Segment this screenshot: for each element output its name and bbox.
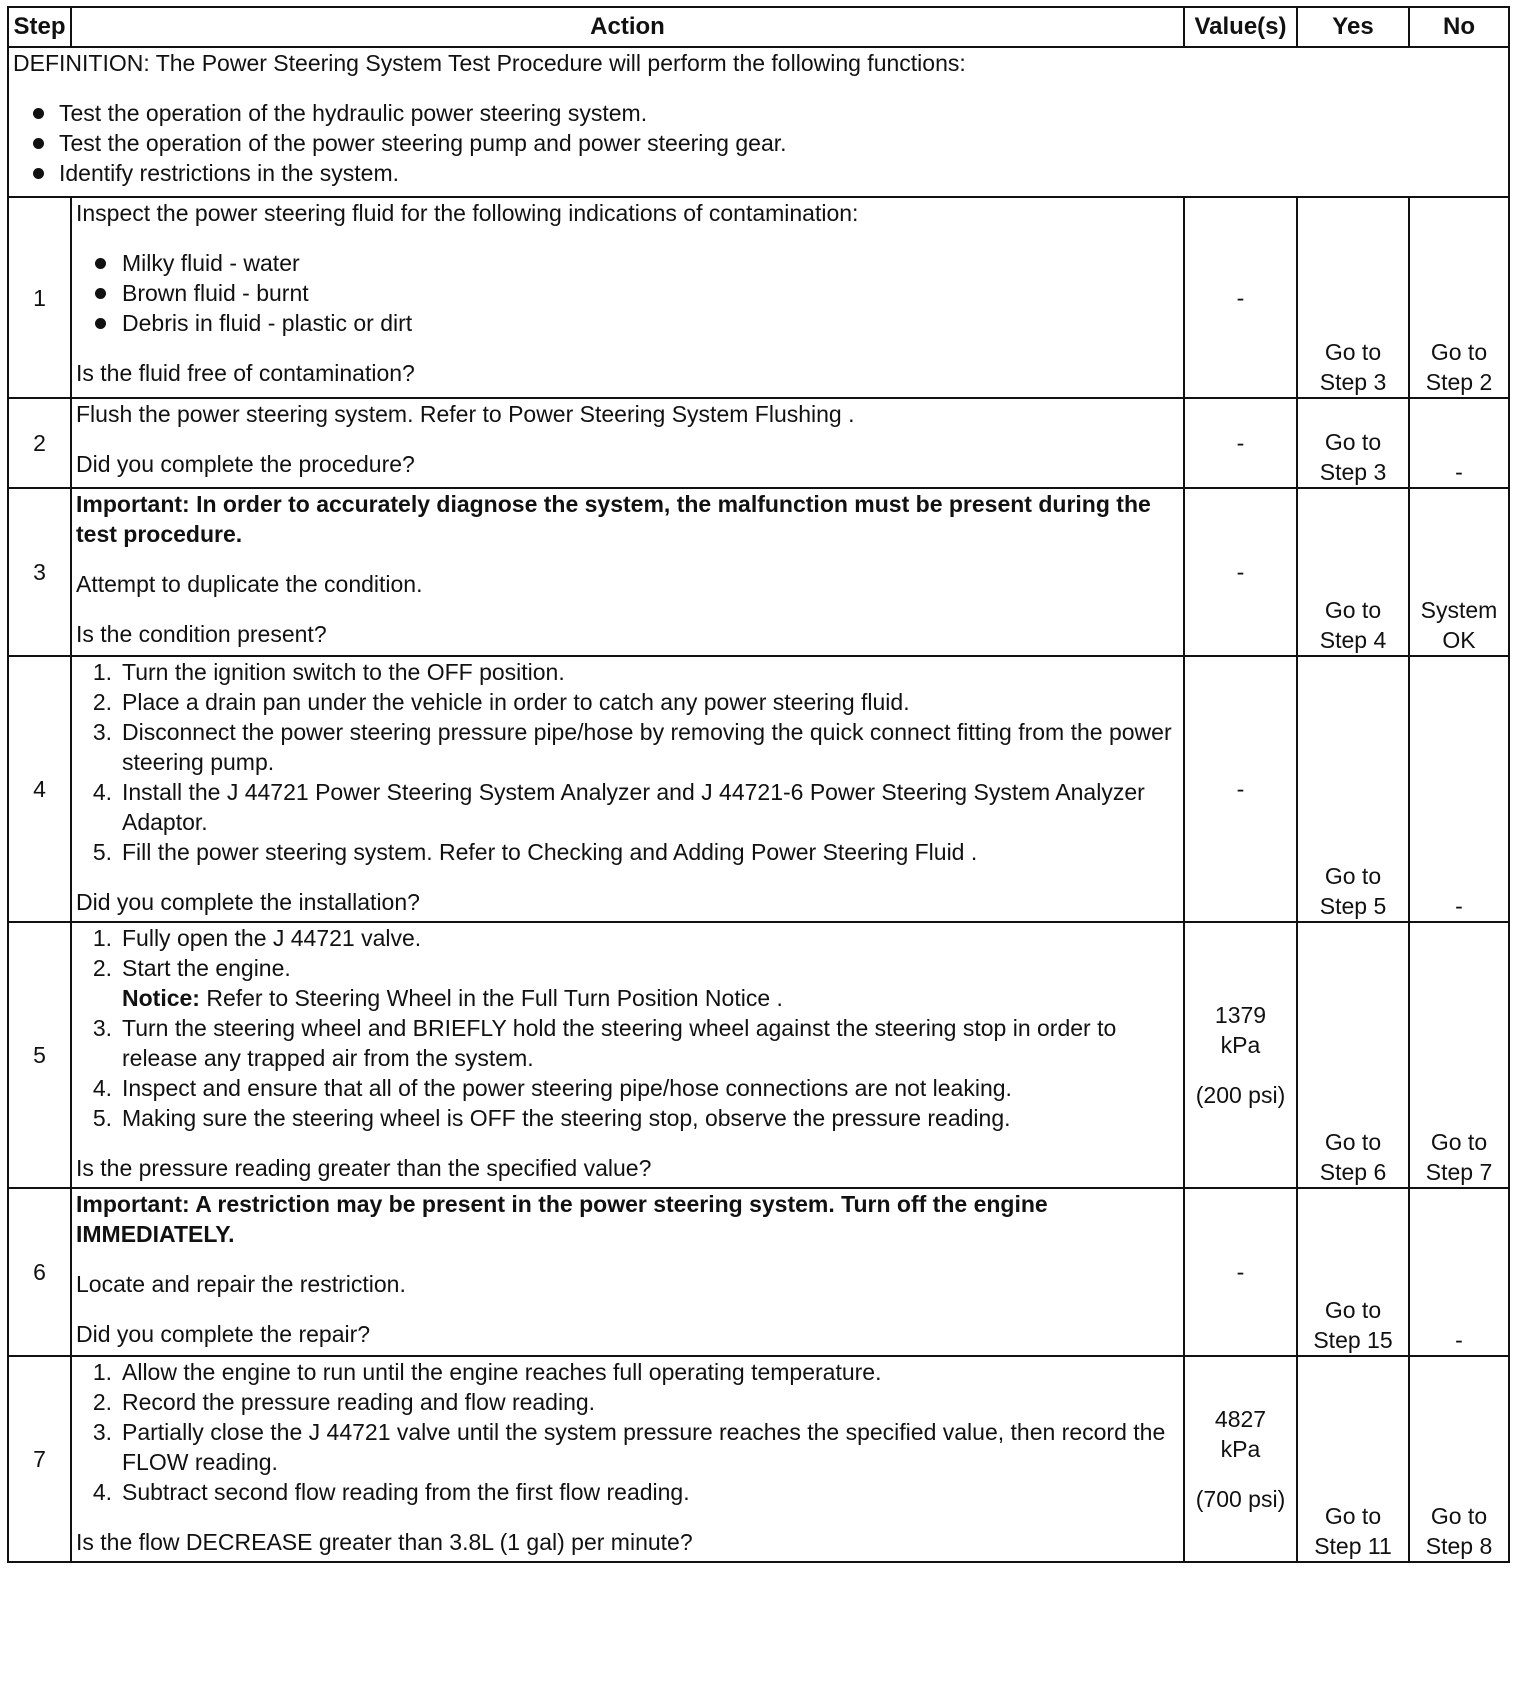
value-cell — [1184, 1356, 1297, 1562]
no-line: System — [1420, 597, 1498, 623]
step-number: 1 — [8, 197, 71, 398]
yes-line: Step 15 — [1313, 1327, 1393, 1353]
action-question: Did you complete the procedure? — [76, 451, 415, 477]
yes-line: Step 5 — [1319, 893, 1387, 919]
definition-row — [8, 47, 1509, 197]
item-number: 5. — [92, 1105, 112, 1131]
action-cell — [71, 1356, 1184, 1562]
item-number: 3. — [92, 1419, 112, 1445]
no-cell — [1409, 488, 1509, 656]
step-number: 7 — [8, 1356, 71, 1562]
no-line: Step 7 — [1425, 1159, 1493, 1185]
action-question: Is the pressure reading greater than the specified value? — [76, 1155, 652, 1181]
step-number: 2 — [8, 398, 71, 488]
yes-cell — [1297, 197, 1409, 398]
important-note: Important: A restriction may be present in the power steering system. Turn off the engine IMMEDIATELY. — [76, 1191, 1048, 1247]
numbered-list — [76, 1357, 1179, 1507]
action-question: Did you complete the installation? — [76, 889, 420, 915]
yes-line: Go to — [1324, 1297, 1382, 1323]
numbered-list — [76, 923, 1179, 1133]
header-step: Step — [8, 7, 71, 47]
action-cell — [71, 197, 1184, 398]
list-item — [76, 923, 1179, 953]
no-line: Go to — [1430, 339, 1488, 365]
list-item: Milky fluid - water — [76, 248, 1179, 278]
list-item — [76, 1357, 1179, 1387]
item-number: 3. — [92, 1015, 112, 1041]
action-intro: Inspect the power steering fluid for the following indications of contamination: — [76, 200, 859, 226]
action-cell — [71, 656, 1184, 922]
item-number: 1. — [92, 659, 112, 685]
item-text: Place a drain pan under the vehicle in order to catch any power steering fluid. — [122, 689, 910, 715]
list-item — [76, 717, 1179, 777]
action-question: Is the condition present? — [76, 621, 327, 647]
yes-line: Step 4 — [1319, 627, 1387, 653]
action-cell — [71, 922, 1184, 1188]
no-cell — [1409, 197, 1509, 398]
list-item — [76, 777, 1179, 837]
yes-line: Go to — [1324, 597, 1382, 623]
value-cell: - — [1184, 656, 1297, 922]
yes-line: Go to — [1324, 429, 1382, 455]
diagnostic-procedure-table — [7, 6, 1510, 1563]
notice-text: Refer to Steering Wheel in the Full Turn Position Notice . — [206, 985, 783, 1011]
definition-bullets — [13, 98, 1504, 188]
action-intro: Attempt to duplicate the condition. — [76, 571, 423, 597]
value-unit: kPa — [1220, 1032, 1261, 1058]
list-item: Debris in fluid - plastic or dirt — [76, 308, 1179, 338]
yes-line: Step 6 — [1319, 1159, 1387, 1185]
list-item — [76, 1387, 1179, 1417]
item-text: Inspect and ensure that all of the power steering pipe/hose connections are not leaking. — [122, 1075, 1012, 1101]
list-item — [76, 953, 1179, 1013]
important-note: Important: In order to accurately diagnose the system, the malfunction must be present during the test procedure. — [76, 491, 1151, 547]
definition-cell — [8, 47, 1509, 197]
step-number: 4 — [8, 656, 71, 922]
item-number: 4. — [92, 779, 112, 805]
yes-cell — [1297, 398, 1409, 488]
value-cell — [1184, 922, 1297, 1188]
item-text: Install the J 44721 Power Steering System Analyzer and J 44721-6 Power Steering System Analyzer Adaptor. — [122, 779, 1145, 835]
value-alt: (200 psi) — [1195, 1082, 1286, 1108]
item-text: Fully open the J 44721 valve. — [122, 925, 422, 951]
value-number: 4827 — [1214, 1406, 1267, 1432]
no-line: Step 2 — [1425, 369, 1493, 395]
no-cell: - — [1409, 1188, 1509, 1356]
table-row — [8, 398, 1509, 488]
table-row — [8, 1188, 1509, 1356]
list-item — [76, 657, 1179, 687]
list-item — [76, 1103, 1179, 1133]
yes-line: Step 3 — [1319, 459, 1387, 485]
yes-line: Go to — [1324, 1503, 1382, 1529]
no-cell — [1409, 1356, 1509, 1562]
action-bullets — [76, 248, 1179, 338]
value-cell: - — [1184, 197, 1297, 398]
value-cell: - — [1184, 398, 1297, 488]
no-line: Go to — [1430, 1129, 1488, 1155]
value-cell: - — [1184, 488, 1297, 656]
value-cell: - — [1184, 1188, 1297, 1356]
action-question: Did you complete the repair? — [76, 1321, 371, 1347]
table-row — [8, 656, 1509, 922]
value-unit: kPa — [1220, 1436, 1261, 1462]
step-number: 5 — [8, 922, 71, 1188]
yes-line: Step 3 — [1319, 369, 1387, 395]
list-item: Test the operation of the power steering pump and power steering gear. — [13, 128, 1504, 158]
item-text: Record the pressure reading and flow reading. — [122, 1389, 596, 1415]
no-line: OK — [1442, 627, 1476, 653]
yes-cell — [1297, 488, 1409, 656]
yes-cell — [1297, 656, 1409, 922]
yes-cell — [1297, 1356, 1409, 1562]
item-text: Making sure the steering wheel is OFF the steering stop, observe the pressure reading. — [122, 1105, 1011, 1131]
no-line: Step 8 — [1425, 1533, 1493, 1559]
item-text: Disconnect the power steering pressure pipe/hose by removing the quick connect fitting from the power steering pump. — [122, 719, 1172, 775]
notice-line — [122, 983, 1179, 1013]
numbered-list — [76, 657, 1179, 867]
definition-text: DEFINITION: The Power Steering System Test Procedure will perform the following functions: — [13, 50, 966, 76]
item-number: 2. — [92, 689, 112, 715]
action-intro: Flush the power steering system. Refer to Power Steering System Flushing . — [76, 401, 855, 427]
item-number: 3. — [92, 719, 112, 745]
item-text: Turn the steering wheel and BRIEFLY hold the steering wheel against the steering stop in order to release any trapped air from the system. — [122, 1015, 1117, 1071]
item-number: 4. — [92, 1075, 112, 1101]
no-line: Go to — [1430, 1503, 1488, 1529]
yes-cell — [1297, 1188, 1409, 1356]
list-item: Test the operation of the hydraulic power steering system. — [13, 98, 1504, 128]
item-number: 2. — [92, 955, 112, 981]
header-no: No — [1409, 7, 1509, 47]
item-number: 4. — [92, 1479, 112, 1505]
yes-line: Go to — [1324, 1129, 1382, 1155]
yes-line: Step 11 — [1314, 1533, 1392, 1559]
item-text: Partially close the J 44721 valve until the system pressure reaches the specified value, then record the FLOW reading. — [122, 1419, 1166, 1475]
notice-label: Notice: — [122, 985, 200, 1011]
item-text: Allow the engine to run until the engine reaches full operating temperature. — [122, 1359, 882, 1385]
action-question: Is the flow DECREASE greater than 3.8L (1 gal) per minute? — [76, 1529, 693, 1555]
list-item — [76, 1073, 1179, 1103]
yes-line: Go to — [1324, 339, 1382, 365]
list-item — [76, 1013, 1179, 1073]
action-cell — [71, 1188, 1184, 1356]
item-text: Start the engine. — [122, 955, 291, 981]
header-action: Action — [71, 7, 1184, 47]
yes-cell — [1297, 922, 1409, 1188]
item-text: Fill the power steering system. Refer to Checking and Adding Power Steering Fluid . — [122, 839, 978, 865]
no-cell: - — [1409, 398, 1509, 488]
item-text: Turn the ignition switch to the OFF position. — [122, 659, 565, 685]
step-number: 6 — [8, 1188, 71, 1356]
action-question: Is the fluid free of contamination? — [76, 360, 415, 386]
item-text: Subtract second flow reading from the first flow reading. — [122, 1479, 690, 1505]
list-item — [76, 1417, 1179, 1477]
list-item — [76, 687, 1179, 717]
item-number: 2. — [92, 1389, 112, 1415]
table-row — [8, 1356, 1509, 1562]
action-cell — [71, 488, 1184, 656]
no-cell — [1409, 922, 1509, 1188]
item-number: 1. — [92, 1359, 112, 1385]
table-row — [8, 922, 1509, 1188]
item-number: 1. — [92, 925, 112, 951]
item-number: 5. — [92, 839, 112, 865]
header-values: Value(s) — [1184, 7, 1297, 47]
list-item — [76, 837, 1179, 867]
yes-line: Go to — [1324, 863, 1382, 889]
value-number: 1379 — [1214, 1002, 1267, 1028]
header-row — [8, 7, 1509, 47]
header-yes: Yes — [1297, 7, 1409, 47]
action-intro: Locate and repair the restriction. — [76, 1271, 406, 1297]
list-item: Brown fluid - burnt — [76, 278, 1179, 308]
action-cell — [71, 398, 1184, 488]
list-item — [76, 1477, 1179, 1507]
value-alt: (700 psi) — [1195, 1486, 1286, 1512]
table-row — [8, 197, 1509, 398]
table-row — [8, 488, 1509, 656]
list-item: Identify restrictions in the system. — [13, 158, 1504, 188]
step-number: 3 — [8, 488, 71, 656]
no-cell: - — [1409, 656, 1509, 922]
